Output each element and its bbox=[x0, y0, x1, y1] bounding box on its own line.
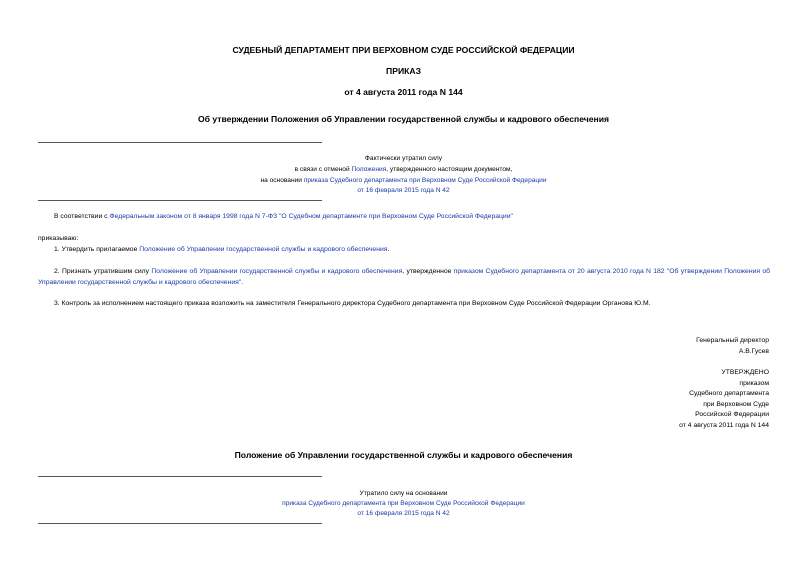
approved-line-4: при Верховном Суде bbox=[703, 400, 769, 408]
signature-name: А.В.Гусев bbox=[738, 347, 769, 355]
notice-line-2 bbox=[0, 164, 807, 175]
item-1-post: . bbox=[387, 246, 390, 253]
notice2-order-link[interactable]: приказа Судебного департамента при Верховном Суде Российской Федерации bbox=[282, 500, 525, 507]
item-2-pre: 2. Признать утратившим силу bbox=[54, 268, 152, 275]
approved-line-3: Судебного департамента bbox=[689, 390, 769, 397]
item-1 bbox=[38, 244, 770, 255]
approved-line-5: Российской Федерации bbox=[695, 411, 769, 418]
item-1-link[interactable]: Положение об Управлении государственной службы и кадрового обеспечения bbox=[139, 246, 388, 253]
item-3: 3. Контроль за исполнением настоящего приказа возложить на заместителя Генерального директора Судебного департамента при Верховном Суде Российской Федерации Органова Ю.М. bbox=[54, 300, 651, 307]
org-heading: СУДЕБНЫЙ ДЕПАРТАМЕНТ ПРИ ВЕРХОВНОМ СУДЕ РОССИЙСКОЙ ФЕДЕРАЦИИ bbox=[232, 45, 575, 55]
approved-line-6: от 4 августа 2011 года N 144 bbox=[679, 421, 769, 429]
divider-bottom-2 bbox=[38, 523, 322, 524]
doc-type-heading: ПРИКАЗ bbox=[386, 66, 421, 76]
item-2 bbox=[38, 266, 770, 288]
approved-line-2: приказом bbox=[739, 379, 769, 387]
doc-date-number: от 4 августа 2011 года N 144 bbox=[344, 87, 463, 97]
notice-line-3-pre: на основании bbox=[260, 177, 304, 184]
regulation-link[interactable]: Положения bbox=[351, 166, 387, 173]
item-2-link-2[interactable]: приказом Судебного департамента от 20 августа 2010 года N 182 "Об утверждении Положения об Управлении государственной службы и кадрового обеспечения" bbox=[38, 268, 771, 286]
notice-line-4 bbox=[0, 185, 807, 196]
notice2-line-3 bbox=[0, 508, 807, 519]
notice2-line-1: Утратило силу на основании bbox=[359, 490, 448, 497]
preamble-paragraph bbox=[38, 211, 770, 222]
doc-title: Об утверждении Положения об Управлении государственной службы и кадрового обеспечения bbox=[197, 114, 610, 124]
signature-block bbox=[696, 336, 769, 357]
item-2-mid: , утвержденное bbox=[402, 268, 454, 275]
item-1-pre: 1. Утвердить прилагаемое bbox=[54, 246, 140, 253]
approved-line-1: УТВЕРЖДЕНО bbox=[721, 369, 769, 376]
notice-line-1: Фактически утратил силу bbox=[364, 155, 443, 162]
divider-top bbox=[38, 142, 322, 143]
preamble-pre: В соответствии с bbox=[54, 213, 110, 220]
notice-line-2-pre: в связи с отменой bbox=[294, 166, 352, 173]
order-word: приказываю: bbox=[38, 235, 79, 242]
federal-law-link[interactable]: Федеральным законом от 8 января 1998 года N 7-ФЗ "О Судебном департаменте при Верховном Суде Российской Федерации" bbox=[109, 213, 513, 220]
approved-block bbox=[679, 368, 769, 431]
item-2-link-1[interactable]: Положение об Управлении государственной службы и кадрового обеспечения bbox=[151, 268, 403, 275]
order-link[interactable]: приказа Судебного департамента при Верховном Суде Российской Федерации bbox=[303, 177, 547, 184]
notice-line-2-post: , утвержденного настоящим документом, bbox=[386, 166, 513, 173]
signature-position: Генеральный директор bbox=[696, 337, 769, 344]
regulation-title: Положение об Управлении государственной службы и кадрового обеспечения bbox=[234, 450, 573, 460]
item-2-post: . bbox=[241, 279, 244, 286]
notice2-order-date-link[interactable]: от 16 февраля 2015 года N 42 bbox=[357, 510, 450, 517]
order-date-link[interactable]: от 16 февраля 2015 года N 42 bbox=[357, 187, 450, 194]
divider-top-2 bbox=[38, 476, 322, 477]
divider-bottom bbox=[38, 200, 322, 201]
